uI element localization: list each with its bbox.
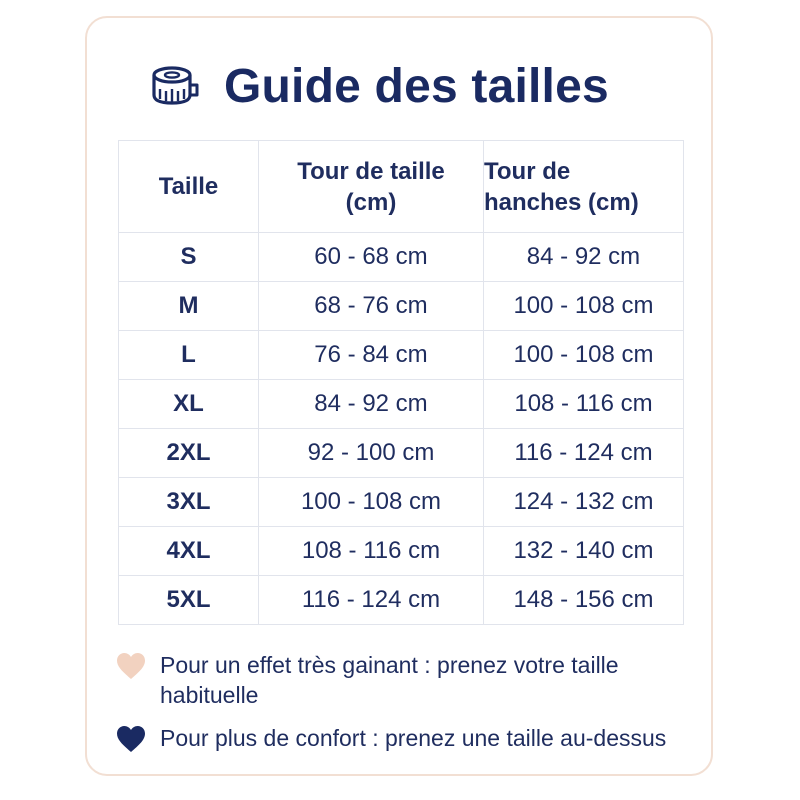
table-row [119, 233, 684, 282]
hips-cell: 84 - 92 cm [484, 233, 684, 282]
table-row [119, 576, 684, 625]
size-cell: S [119, 233, 259, 282]
header [150, 56, 609, 116]
hips-cell: 148 - 156 cm [484, 576, 684, 625]
waist-cell: 108 - 116 cm [259, 527, 484, 576]
size-cell: 2XL [119, 429, 259, 478]
size-cell: M [119, 282, 259, 331]
hips-cell: 124 - 132 cm [484, 478, 684, 527]
hips-cell: 100 - 108 cm [484, 282, 684, 331]
hips-cell: 132 - 140 cm [484, 527, 684, 576]
waist-cell: 100 - 108 cm [259, 478, 484, 527]
header-waist: Tour de taille (cm) [259, 141, 484, 233]
waist-cell: 84 - 92 cm [259, 380, 484, 429]
header-size: Taille [119, 141, 259, 233]
hips-cell: 100 - 108 cm [484, 331, 684, 380]
size-cell: XL [119, 380, 259, 429]
waist-cell: 60 - 68 cm [259, 233, 484, 282]
table-header-row [119, 141, 684, 233]
size-table [118, 140, 684, 625]
measuring-tape-icon [150, 61, 200, 111]
hips-cell: 116 - 124 cm [484, 429, 684, 478]
table-row [119, 282, 684, 331]
table-row [119, 527, 684, 576]
table-row [119, 429, 684, 478]
page-title: Guide des tailles [224, 59, 609, 113]
waist-cell: 116 - 124 cm [259, 576, 484, 625]
size-cell: 4XL [119, 527, 259, 576]
fit-notes [116, 650, 716, 753]
note-comfort [116, 723, 716, 753]
note-tight-text: Pour un effet très gainant : prenez votre taille habituelle [160, 652, 619, 708]
size-cell: L [119, 331, 259, 380]
heart-icon [116, 725, 146, 753]
header-hips: Tour de hanches (cm) [484, 141, 684, 233]
note-tight-fit [116, 650, 716, 710]
table-row [119, 478, 684, 527]
waist-cell: 68 - 76 cm [259, 282, 484, 331]
table-row [119, 331, 684, 380]
waist-cell: 76 - 84 cm [259, 331, 484, 380]
waist-cell: 92 - 100 cm [259, 429, 484, 478]
note-comfort-text: Pour plus de confort : prenez une taille au-dessus [160, 725, 667, 751]
size-cell: 3XL [119, 478, 259, 527]
table-row [119, 380, 684, 429]
heart-icon [116, 652, 146, 680]
size-cell: 5XL [119, 576, 259, 625]
hips-cell: 108 - 116 cm [484, 380, 684, 429]
